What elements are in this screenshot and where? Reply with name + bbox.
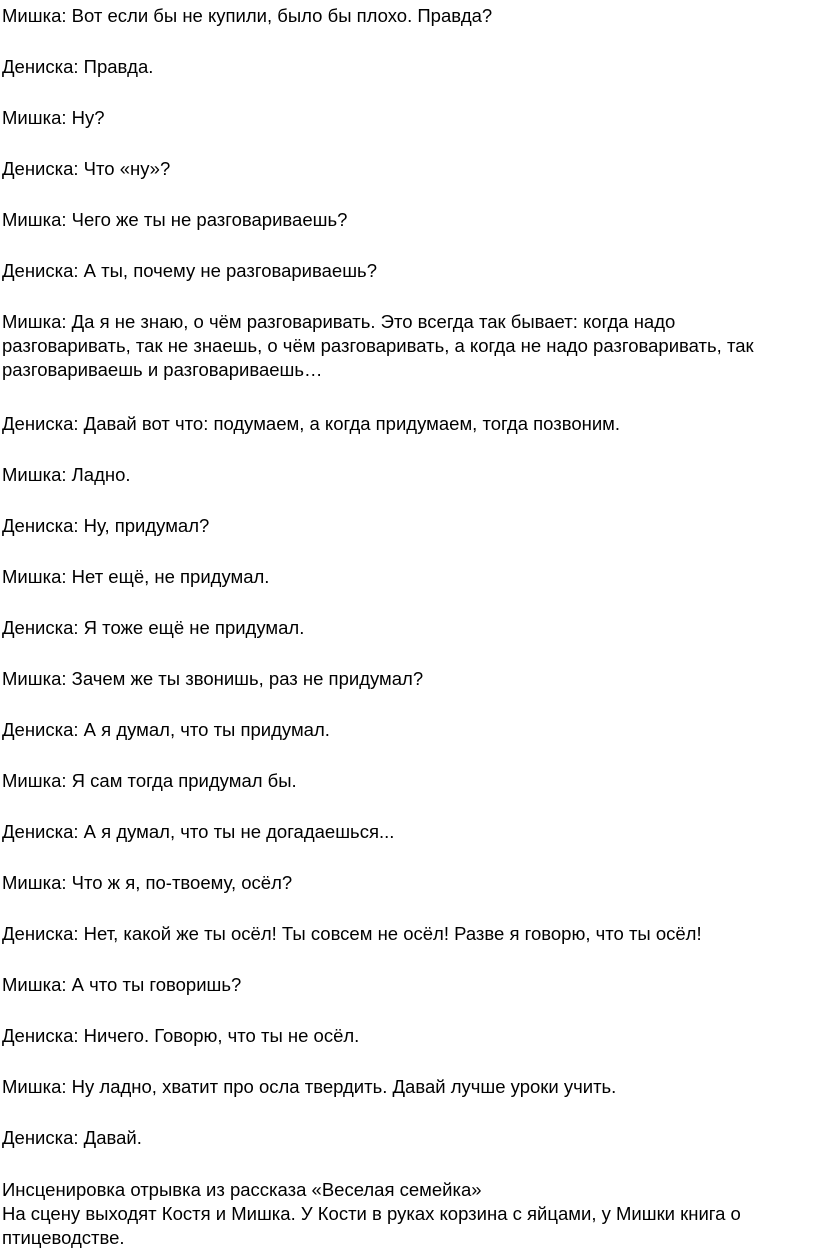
dialogue-line: Мишка: Я сам тогда придумал бы.	[2, 770, 297, 791]
dialogue-line: Дениска: А ты, почему не разговариваешь?	[2, 260, 377, 281]
dialogue-line: Дениска: Правда.	[2, 56, 154, 77]
dialogue-line: Мишка: Вот если бы не купили, было бы плохо. Правда?	[2, 5, 493, 26]
dialogue-line: Мишка: Ну?	[2, 107, 105, 128]
dialogue-line: Дениска: Давай вот что: подумаем, а когда придумаем, тогда позвоним.	[2, 413, 621, 434]
dialogue-line: Мишка: Ладно.	[2, 464, 131, 485]
staging-description: На сцену выходят Костя и Мишка. У Кости в руках корзина с яйцами, у Мишки книга о птицеводстве.	[2, 1203, 741, 1248]
dialogue-line: Мишка: Чего же ты не разговариваешь?	[2, 209, 348, 230]
dialogue-line: Дениска: Нет, какой же ты осёл! Ты совсем не осёл! Разве я говорю, что ты осёл!	[2, 923, 702, 944]
dialogue-line: Мишка: Зачем же ты звонишь, раз не придумал?	[2, 668, 424, 689]
dialogue-line: Мишка: Ну ладно, хватит про осла твердить. Давай лучше уроки учить.	[2, 1076, 617, 1097]
dialogue-line: Дениска: Ничего. Говорю, что ты не осёл.	[2, 1025, 360, 1046]
dialogue-line: Дениска: Давай.	[2, 1127, 142, 1148]
dialogue-line: Дениска: Что «ну»?	[2, 158, 171, 179]
dialogue-line: Мишка: Нет ещё, не придумал.	[2, 566, 270, 587]
staging-heading: Инсценировка отрывка из рассказа «Веселая семейка»	[2, 1179, 482, 1200]
dialogue-paragraph: Мишка: Да я не знаю, о чём разговаривать. Это всегда так бывает: когда надо разговаривать, так не знаешь, о чём разговаривать, а когда не надо разговаривать, так разговариваешь и разговариваешь…	[2, 311, 754, 380]
dialogue-line: Мишка: Что ж я, по-твоему, осёл?	[2, 872, 293, 893]
dialogue-line: Дениска: А я думал, что ты не догадаешься...	[2, 821, 395, 842]
dialogue-line: Дениска: Ну, придумал?	[2, 515, 210, 536]
dialogue-line: Мишка: А что ты говоришь?	[2, 974, 242, 995]
dialogue-line: Дениска: Я тоже ещё не придумал.	[2, 617, 305, 638]
dialogue-line: Дениска: А я думал, что ты придумал.	[2, 719, 330, 740]
